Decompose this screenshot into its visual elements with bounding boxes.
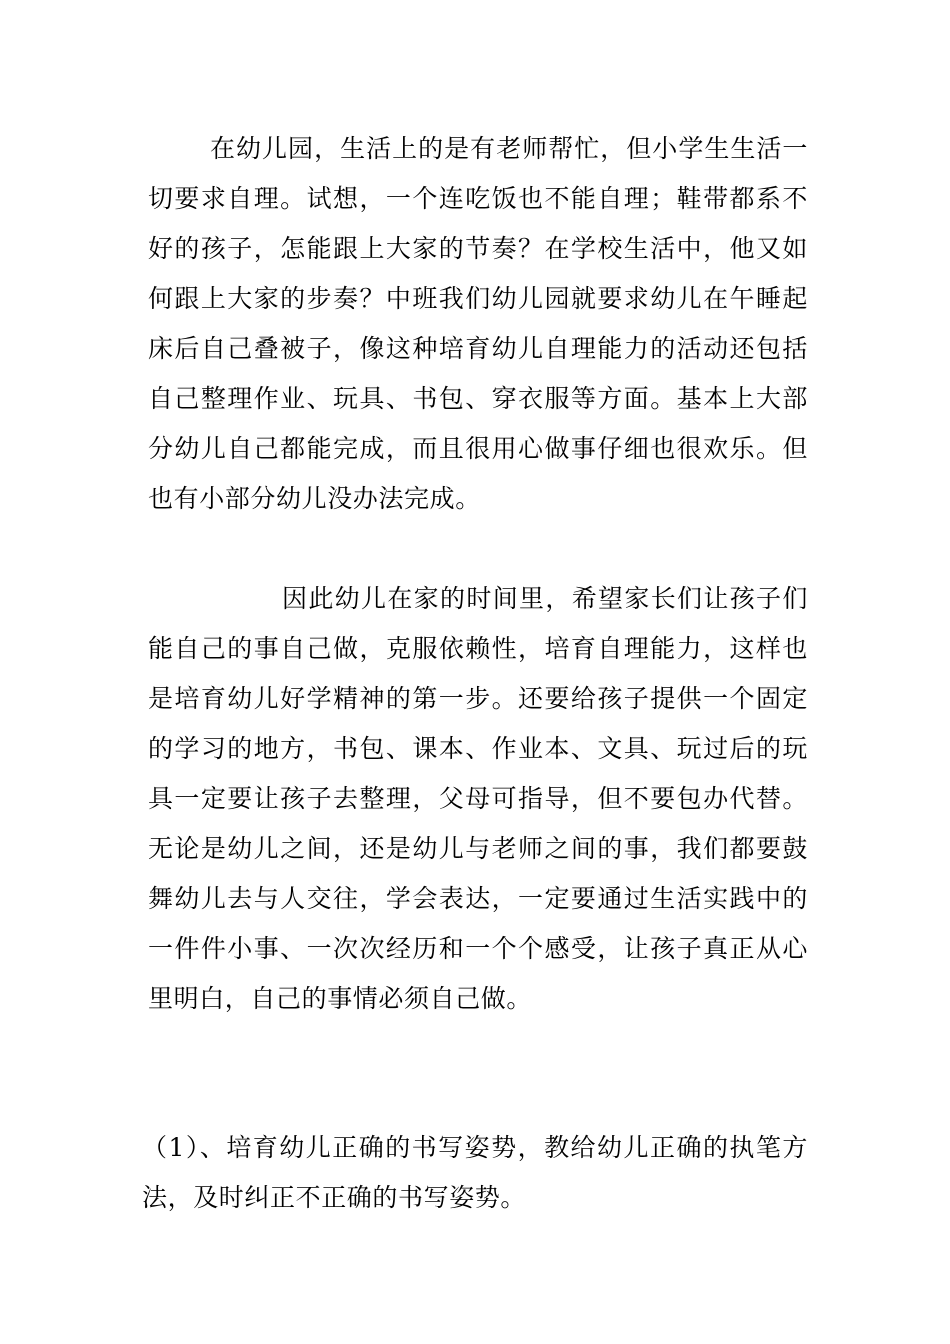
paragraph-self-care-kindergarten: 在幼儿园，生活上的是有老师帮忙，但小学生生活一切要求自理。试想，一个连吃饭也不能自理；鞋带都系不好的孩子，怎能跟上大家的节奏？在学校生活中，他又如何跟上大家的步奏？中班我们幼儿园就要求幼儿在午睡起床后自己叠被子，像这种培育幼儿自理能力的活动还包括自己整理作业、玩具、书包、穿衣服等方面。基本上大部分幼儿自己都能完成，而且很用心做事仔细也很欢乐。但也有小部分幼儿没办法完成。 (148, 134, 808, 513)
paragraph-writing-posture: （1）、培育幼儿正确的书写姿势，教给幼儿正确的执笔方法，及时纠正不正确的书写姿势。 (142, 1133, 808, 1212)
paragraph-parents-at-home: 因此幼儿在家的时间里，希望家长们让孩子们能自己的事自己做，克服依赖性，培育自理能力，这样也是培育幼儿好学精神的第一步。还要给孩子提供一个固定的学习的地方，书包、课本、作业本、文具、玩过后的玩具一定要让孩子去整理，父母可指导，但不要包办代替。无论是幼儿之间，还是幼儿与老师之间的事，我们都要鼓舞幼儿去与人交往，学会表达，一定要通过生活实践中的一件件小事、一次次经历和一个个感受，让孩子真正从心里明白，自己的事情必须自己做。 (148, 584, 808, 1013)
